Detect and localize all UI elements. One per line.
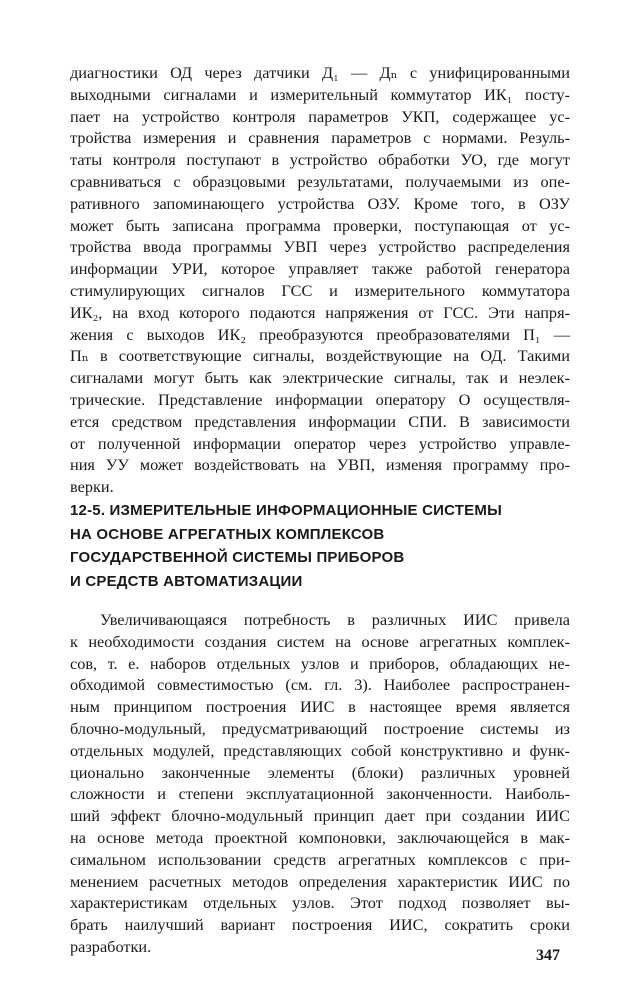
text-line: на основе метода проектной компоновки, заключающейся в мак- [70, 827, 570, 847]
text-line: выходными сигналами и измерительный коммутатор ИК₁ посту- [70, 84, 570, 104]
text-line: брать наилучший вариант построения ИИС, сократить сроки [70, 915, 570, 935]
text-line: от полученной информации оператор через устройство управле- [70, 433, 570, 453]
text-line: ративного запоминающего устройства ОЗУ. Кроме того, в ОЗУ [70, 193, 570, 213]
text-line: симальном использовании средств агрегатных комплексов с при- [70, 849, 570, 869]
text-line: к необходимости создания систем на основе агрегатных комплек- [70, 631, 570, 651]
text-line: Пₙ в соответствующие сигналы, воздействующие на ОД. Такими [70, 346, 570, 366]
text-line: таты контроля поступают в устройство обработки УО, где могут [70, 150, 570, 170]
text-line: ший эффект блочно-модульный принцип дает при создании ИИС [70, 806, 570, 826]
text-line: ния УУ может воздействовать на УВП, изменяя программу про- [70, 455, 570, 475]
text-line: менением расчетных методов определения характеристик ИИС по [70, 871, 570, 891]
text-line: сложности и степени эксплуатационной законченности. Наиболь- [70, 784, 570, 804]
text-line: ционально законченные элементы (блоки) различных уровней [70, 762, 570, 782]
text-line: ИК₂, на вход которого подаются напряжения от ГСС. Эти напря- [70, 302, 570, 322]
text-line: разработки. [70, 936, 152, 956]
text-line: сов, т. е. наборов отдельных узлов и приборов, обладающих не- [70, 653, 570, 673]
heading-line: ГОСУДАРСТВЕННОЙ СИСТЕМЫ ПРИБОРОВ [70, 549, 405, 566]
text-line: жения с выходов ИК₂ преобразуются преобразователями П₁ — [70, 324, 570, 344]
text-line: стимулирующих сигналов ГСС и измерительного коммутатора [70, 280, 570, 300]
heading-line: 12-5. ИЗМЕРИТЕЛЬНЫЕ ИНФОРМАЦИОННЫЕ СИСТЕМЫ [70, 502, 502, 519]
text-line: тройства измерения и сравнения параметров с нормами. Резуль- [70, 128, 570, 148]
paragraph-continuation [70, 62, 570, 498]
text-line: ется средством представления информации СПИ. В зависимости [70, 411, 570, 431]
text-line: Увеличивающаяся потребность в различных ИИС привела [100, 610, 570, 629]
text-line: ным принципом построения ИИС в настоящее время является [70, 697, 570, 717]
text-line: характеристикам отдельных узлов. Этот подход позволяет вы- [70, 893, 570, 913]
section-paragraph [70, 609, 570, 958]
heading-line: И СРЕДСТВ АВТОМАТИЗАЦИИ [70, 572, 303, 590]
text-line: сигналами могут быть как электрические сигналы, так и неэлек- [70, 368, 570, 388]
heading-line: НА ОСНОВЕ АГРЕГАТНЫХ КОМПЛЕКСОВ [70, 525, 385, 543]
text-line: пает на устройство контроля параметров УКП, содержащее ус- [70, 106, 570, 126]
page-number: 347 [536, 947, 560, 964]
text-line: трические. Представление информации оператору О осуществля- [70, 389, 570, 409]
text-line: сравниваться с образцовыми результатами, получаемыми из опе- [70, 171, 570, 191]
section-heading [70, 499, 570, 593]
text-line: блочно-модульный, предусматривающий построение системы из [70, 718, 570, 738]
text-line: тройства ввода программы УВП через устройство распределения [70, 237, 570, 257]
text-line: отдельных модулей, представляющих собой конструктивно и функ- [70, 740, 570, 760]
text-line: диагностики ОД через датчики Д₁ — Дₙ с унифицированными [70, 63, 570, 82]
text-line: верки. [70, 477, 114, 497]
text-line: может быть записана программа проверки, поступающая от ус- [70, 215, 570, 235]
text-line: обходимой совместимостью (см. гл. 3). Наиболее распространен- [70, 675, 570, 695]
text-line: информации УРИ, которое управляет также работой генератора [70, 259, 570, 279]
